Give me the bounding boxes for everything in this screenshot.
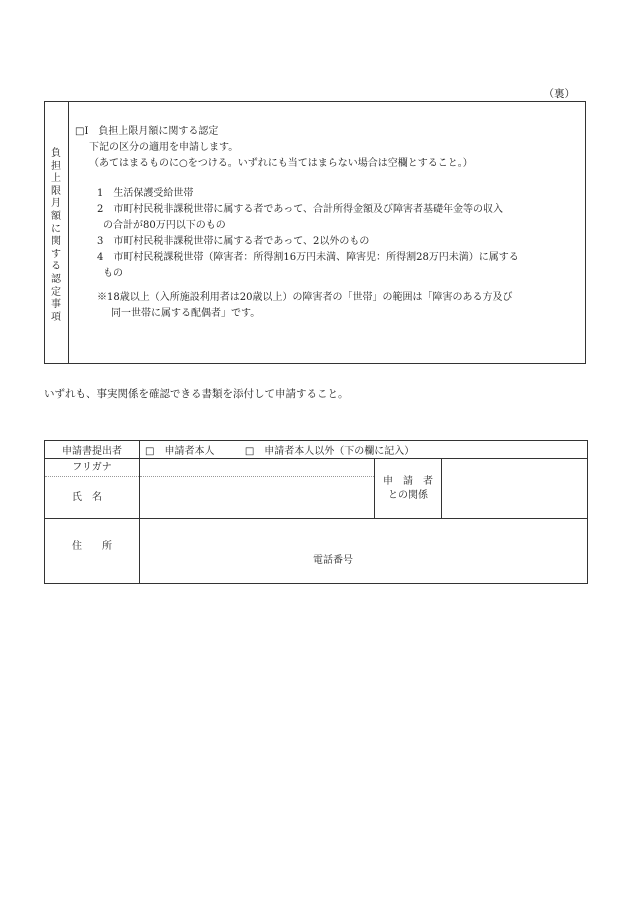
household-note-cont: 同一世帯に属する配偶者」です。: [111, 308, 261, 319]
section-heading[interactable]: □Ⅰ 負担上限月額に関する認定: [75, 126, 219, 137]
page-side-label: （裏）: [543, 88, 575, 100]
address-input-cell[interactable]: [140, 519, 588, 584]
section-side-column: [45, 102, 69, 363]
submitter-options: [140, 441, 588, 459]
category-item-2[interactable]: 2 市町村民税非課税世帯に属する者であって、合計所得金額及び障害者基礎年金等の収入: [97, 204, 504, 215]
name-label: 氏名: [72, 492, 112, 503]
attachment-note: いずれも、事実関係を確認できる書類を添付して申請すること。: [44, 388, 349, 400]
burden-limit-section: [44, 101, 586, 364]
section-vertical-title: 負担上限月額に関する認定事項: [51, 148, 61, 323]
section-instruction: （あてはまるものに○をつける。いずれにも当てはまらない場合は空欄とすること。）: [89, 158, 473, 169]
category-item-1[interactable]: 1 生活保護受給世帯: [97, 188, 194, 199]
submitter-label: 申請書提出者: [45, 441, 140, 459]
relation-label-line2: との関係: [388, 489, 428, 501]
household-note: ※18歳以上（入所施設利用者は20歳以上）の障害者の「世帯」の範囲は「障害のある方及び: [97, 292, 513, 303]
category-item-4-cont: もの: [103, 268, 123, 279]
submitter-other-checkbox[interactable]: □ 申請者本人以外（下の欄に記入）: [244, 446, 415, 457]
category-item-2-cont: の合計が80万円以下のもの: [103, 220, 226, 231]
relation-label-line1: 申 請 者: [383, 475, 433, 487]
category-item-3[interactable]: 3 市町村民税非課税世帯に属する者であって、2以外のもの: [97, 236, 370, 247]
relation-input-cell[interactable]: [442, 459, 588, 519]
relation-label: [375, 459, 442, 519]
furigana-label: フリガナ: [45, 459, 139, 477]
address-label: 住 所: [45, 519, 140, 584]
section-lead: 下記の区分の適用を申請します。: [89, 142, 239, 153]
section-body: [75, 124, 581, 322]
phone-label: 電話番号: [313, 555, 353, 566]
name-input-cell[interactable]: [140, 459, 375, 519]
name-label-cell: [45, 459, 140, 519]
submitter-self-checkbox[interactable]: □ 申請者本人: [145, 446, 215, 457]
category-item-4[interactable]: 4 市町村民税課税世帯（障害者：所得割16万円未満、障害児：所得割28万円未満）に属する: [97, 252, 519, 263]
